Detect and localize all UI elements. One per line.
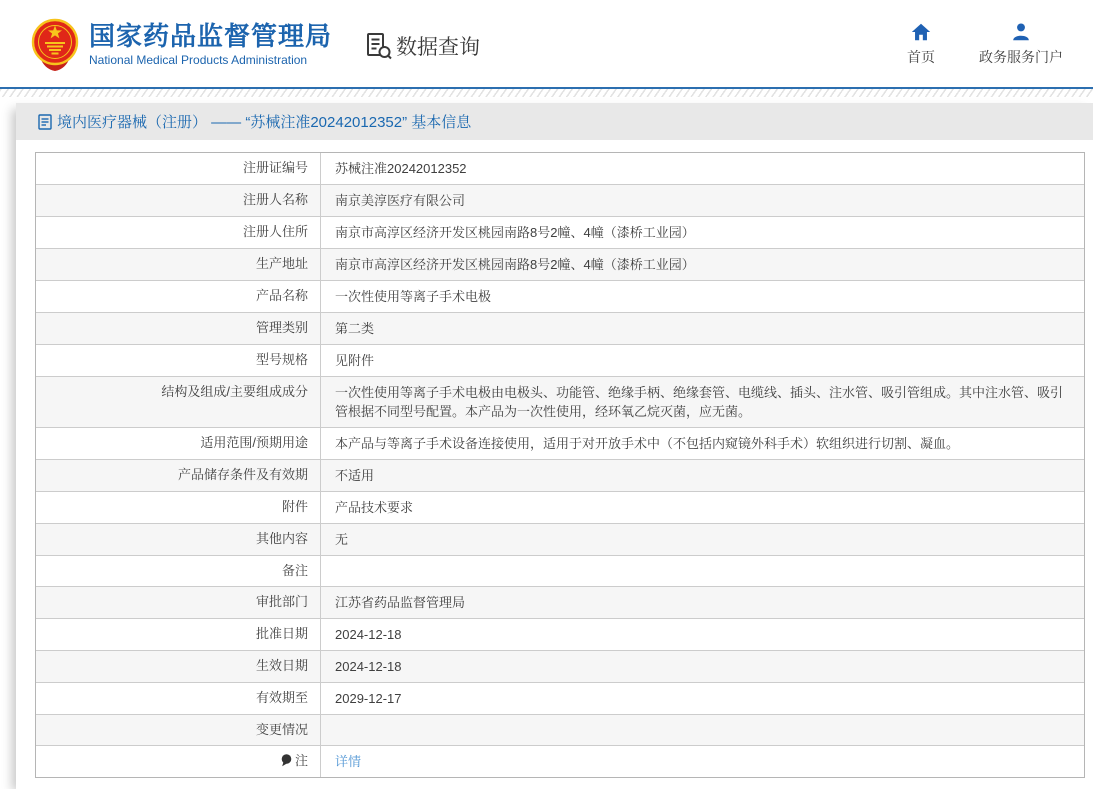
top-nav bbox=[907, 21, 1063, 67]
table-row bbox=[36, 746, 1084, 777]
row-label: 产品储存条件及有效期 bbox=[36, 460, 321, 491]
row-label: 注册人名称 bbox=[36, 185, 321, 216]
nav-home[interactable] bbox=[907, 21, 935, 67]
nav-portal-label: 政务服务门户 bbox=[979, 48, 1063, 65]
user-icon bbox=[1010, 21, 1032, 43]
table-row bbox=[36, 524, 1084, 556]
row-label: 注册人住所 bbox=[36, 217, 321, 248]
brand-title: 国家药品监督管理局 bbox=[89, 20, 333, 51]
table-row bbox=[36, 377, 1084, 428]
row-label: 批准日期 bbox=[36, 619, 321, 650]
document-icon bbox=[38, 114, 52, 130]
row-value bbox=[321, 556, 1084, 586]
row-label: 其他内容 bbox=[36, 524, 321, 555]
table-row bbox=[36, 428, 1084, 460]
page-title-bar bbox=[16, 103, 1093, 140]
table-row bbox=[36, 345, 1084, 377]
row-label: 型号规格 bbox=[36, 345, 321, 376]
row-value: 南京市高淳区经济开发区桃园南路8号2幢、4幢（漆桥工业园） bbox=[335, 225, 695, 240]
site-header bbox=[0, 0, 1093, 87]
detail-link[interactable]: 详情 bbox=[335, 754, 362, 769]
table-row bbox=[36, 313, 1084, 345]
row-label: 变更情况 bbox=[36, 715, 321, 745]
row-value bbox=[321, 746, 1084, 777]
row-value: 南京美淳医疗有限公司 bbox=[335, 193, 466, 208]
row-value: 本产品与等离子手术设备连接使用，适用于对开放手术中（不包括内窥镜外科手术）软组织进行切割、凝血。 bbox=[335, 436, 960, 451]
row-label: 审批部门 bbox=[36, 587, 321, 618]
row-value: 一次性使用等离子手术电极由电极头、功能管、绝缘手柄、绝缘套管、电缆线、插头、注水管、吸引管组成。其中注水管、吸引管根据不同型号配置。本产品为一次性使用，经环氧乙烷灭菌，应无菌。 bbox=[335, 385, 1064, 419]
home-icon bbox=[910, 21, 932, 43]
row-value bbox=[321, 715, 1084, 745]
row-value: 苏械注准20242012352 bbox=[335, 161, 467, 176]
brand-subtitle: National Medical Products Administration bbox=[89, 52, 308, 67]
national-emblem-logo bbox=[30, 17, 80, 73]
row-label: 产品名称 bbox=[36, 281, 321, 312]
row-label: 备注 bbox=[36, 556, 321, 586]
row-label: 有效期至 bbox=[36, 683, 321, 714]
row-value: 江苏省药品监督管理局 bbox=[335, 595, 466, 610]
document-search-icon bbox=[366, 32, 392, 60]
nav-home-label: 首页 bbox=[907, 48, 935, 65]
row-value: 2024-12-18 bbox=[335, 627, 402, 642]
hatched-divider bbox=[0, 89, 1093, 97]
table-row bbox=[36, 587, 1084, 619]
row-value: 一次性使用等离子手术电极 bbox=[335, 289, 492, 304]
table-row bbox=[36, 460, 1084, 492]
row-value: 南京市高淳区经济开发区桃园南路8号2幢、4幢（漆桥工业园） bbox=[335, 257, 695, 272]
table-row bbox=[36, 556, 1084, 587]
row-value: 2029-12-17 bbox=[335, 691, 402, 706]
note-balloon-icon bbox=[281, 754, 292, 767]
table-row bbox=[36, 153, 1084, 185]
table-row bbox=[36, 619, 1084, 651]
table-row bbox=[36, 651, 1084, 683]
nav-portal[interactable] bbox=[979, 21, 1063, 67]
content-panel bbox=[16, 103, 1093, 789]
table-row bbox=[36, 492, 1084, 524]
row-value: 无 bbox=[335, 532, 349, 547]
table-row bbox=[36, 683, 1084, 715]
data-query-label: 数据查询 bbox=[396, 35, 481, 59]
registration-info-table bbox=[35, 152, 1085, 778]
row-value: 第二类 bbox=[335, 321, 375, 336]
page-title: 境内医疗器械（注册） —— “苏械注准20242012352” 基本信息 bbox=[57, 114, 472, 131]
table-row bbox=[36, 217, 1084, 249]
row-value: 见附件 bbox=[335, 353, 375, 368]
table-row bbox=[36, 281, 1084, 313]
data-query-section bbox=[366, 31, 480, 61]
row-label: 注 bbox=[36, 746, 321, 777]
row-label: 生产地址 bbox=[36, 249, 321, 280]
row-value: 2024-12-18 bbox=[335, 659, 402, 674]
row-label: 结构及组成/主要组成成分 bbox=[36, 377, 321, 427]
brand-block bbox=[89, 21, 332, 67]
table-row bbox=[36, 715, 1084, 746]
row-label: 适用范围/预期用途 bbox=[36, 428, 321, 459]
row-label: 生效日期 bbox=[36, 651, 321, 682]
row-label: 注册证编号 bbox=[36, 153, 321, 184]
table-row bbox=[36, 185, 1084, 217]
row-value: 产品技术要求 bbox=[335, 500, 414, 515]
row-value: 不适用 bbox=[335, 468, 375, 483]
table-row bbox=[36, 249, 1084, 281]
row-label: 管理类别 bbox=[36, 313, 321, 344]
row-label: 附件 bbox=[36, 492, 321, 523]
